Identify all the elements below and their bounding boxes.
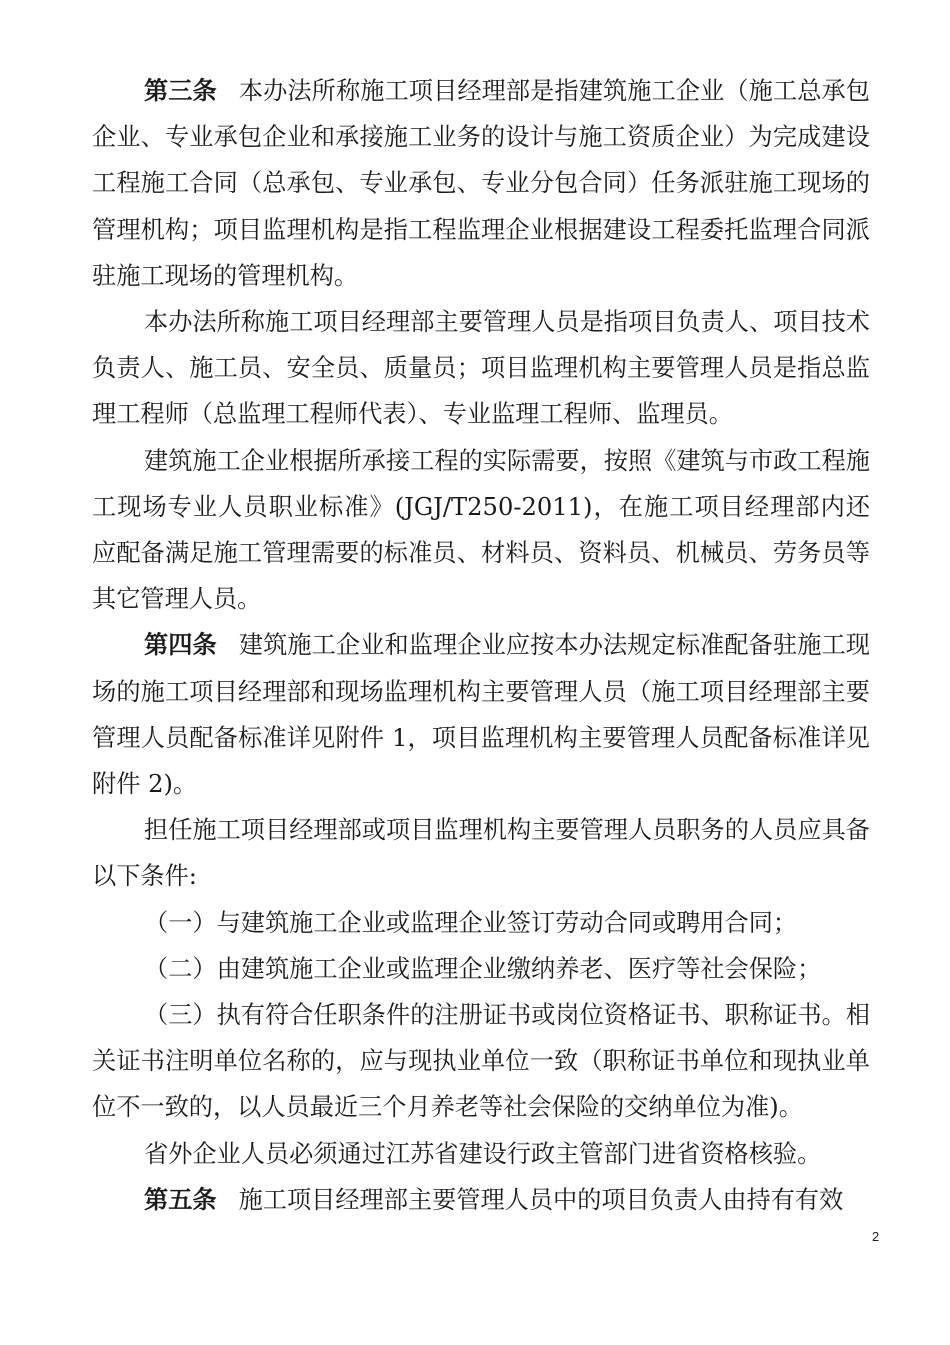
paragraph-other-staff: 建筑施工企业根据所承接工程的实际需要，按照《建筑与市政工程施工现场专业人员职业标准》(JGJ/T250-2011)，在施工项目经理部内还应配备满足施工管理需要的标准员、材料员、资料员、机械员、劳务员等其它管理人员。 bbox=[92, 446, 870, 614]
article-5-text: 施工项目经理部主要管理人员中的项目负责人由持有有效 bbox=[238, 1185, 844, 1214]
paragraph-condition-1: （一）与建筑施工企业或监理企业签订劳动合同或聘用合同； bbox=[144, 908, 798, 937]
page-number: 2 bbox=[872, 1229, 880, 1244]
article-4-text: 建筑施工企业和监理企业应按本办法规定标准配备驻施工现场的施工项目经理部和现场监理机构主要管理人员（施工项目经理部主要管理人员配备标准详见附件 1，项目监理机构主要管理人员配备标准详见附件 2)。 bbox=[92, 631, 870, 799]
paragraph-article-5 bbox=[92, 1177, 870, 1223]
paragraph-condition-3: （三）执有符合任职条件的注册证书或岗位资格证书、职称证书。相关证书注明单位名称的，应与现执业单位一致（职称证书单位和现执业单位不一致的，以人员最近三个月养老等社会保险的交纳单位为准)。 bbox=[92, 1001, 870, 1122]
article-3-heading: 第三条 bbox=[144, 77, 217, 105]
paragraph-article-4 bbox=[92, 622, 870, 807]
article-5-heading: 第五条 bbox=[144, 1185, 217, 1214]
paragraph-conditions-intro: 担任施工项目经理部或项目监理机构主要管理人员职务的人员应具备以下条件: bbox=[92, 816, 870, 891]
article-4-heading: 第四条 bbox=[144, 631, 217, 660]
paragraph-article-3 bbox=[92, 68, 870, 299]
article-3-text: 本办法所称施工项目经理部是指建筑施工企业（施工总承包企业、专业承包企业和承接施工业务的设计与施工资质企业）为完成建设工程施工合同（总承包、专业承包、专业分包合同）任务派驻施工现场的管理机构；项目监理机构是指工程监理企业根据建设工程委托监理合同派驻施工现场的管理机构。 bbox=[92, 77, 870, 290]
paragraph-condition-2: （二）由建筑施工企业或监理企业缴纳养老、医疗等社会保险； bbox=[144, 954, 822, 983]
paragraph-out-of-province: 省外企业人员必须通过江苏省建设行政主管部门进省资格核验。 bbox=[144, 1139, 822, 1168]
paragraph-staff-definition: 本办法所称施工项目经理部主要管理人员是指项目负责人、项目技术负责人、施工员、安全员、质量员；项目监理机构主要管理人员是指总监理工程师（总监理工程师代表）、专业监理工程师、监理员。 bbox=[92, 308, 870, 429]
document-body bbox=[92, 68, 870, 1223]
